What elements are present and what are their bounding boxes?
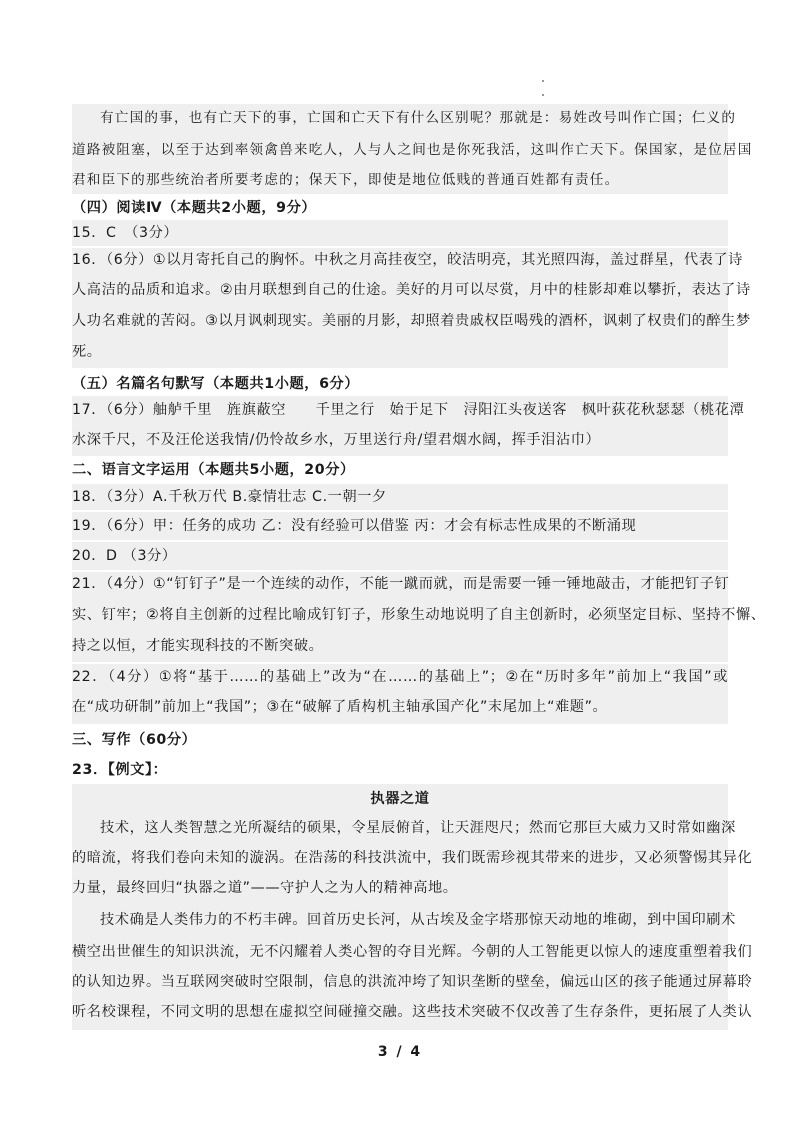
- section-iv-heading-block: [72, 196, 728, 220]
- essay-label-block: [72, 758, 728, 782]
- model-essay: [72, 784, 753, 1030]
- section-v-heading-block: [72, 372, 728, 396]
- answer-line: 人功名难就的苦闷。③以月讽刺现实。美丽的月影，却照着贵戚权臣喝残的酒杯，讽刺了权贵们的醉生梦: [72, 313, 751, 329]
- scan-dot: [542, 94, 544, 96]
- essay-line: 技术，这人类智慧之光所凝结的硕果，令星辰俯首，让天涯咫尺；然而它那巨大威力又时常如幽深: [100, 820, 736, 836]
- answer-text: 15．C （3分）: [72, 225, 179, 241]
- essay-line: 技术确是人类伟力的不朽丰碑。回首历史长河，从古埃及金字塔那惊天动地的堆砌，到中国印刷术: [100, 912, 736, 928]
- answer-line: 死。: [72, 344, 102, 360]
- answer-line: 17．（6分）舳舻千里 旌旗蔽空 千里之行 始于足下 浔阳江头夜送客 枫叶荻花秋瑟瑟（桃花潭: [72, 402, 745, 418]
- part-two-heading-block: [72, 458, 728, 482]
- essay-label: 23．【例文】：: [72, 762, 168, 778]
- answer-18: [72, 484, 728, 510]
- answer-15: [72, 220, 728, 246]
- part-heading: 二、语言文字运用（本题共5小题，20分）: [72, 462, 355, 478]
- answer-line: 21．（4分）①“钉钉子”是一个连续的动作，不能一蹴而就，而是需要一锤一锤地敲击，才能把钉子钉: [72, 576, 730, 592]
- translation-line: 君和臣下的那些统治者所要考虑的；保天下，即使是地位低贱的普通百姓都有责任。: [72, 172, 620, 188]
- essay-title: 执器之道: [370, 791, 430, 807]
- answer-text: 19．（6分）甲：任务的成功 乙：没有经验可以借鉴 丙：才会有标志性成果的不断涌现: [72, 518, 637, 534]
- answer-line: 16．（6分）①以月寄托自己的胸怀。中秋之月高挂夜空，皎洁明亮，其光照四海，盖过群星，代表了诗: [72, 252, 743, 268]
- answer-21: [72, 572, 766, 662]
- essay-line: 的暗流，将我们卷向未知的漩涡。在浩荡的科技洪流中，我们既需珍视其带来的进步，又必须警惕其异化: [72, 850, 753, 866]
- answer-line: 水深千尺，不及汪伦送我情/仍怜故乡水，万里送行舟/望君烟水阔，挥手泪沾巾）: [72, 432, 601, 448]
- answer-20: [72, 542, 728, 570]
- essay-line: 的认知边界。当互联网突破时空限制，信息的洪流冲垮了知识垄断的壁垒，偏远山区的孩子能通过屏幕聆: [72, 974, 753, 990]
- answer-line: 22．（4分）①将“基于……的基础上”改为“在……的基础上”；②在“历时多年”前加上“我国”或: [72, 669, 728, 685]
- part-heading: 三、写作（60分）: [72, 732, 197, 748]
- essay-line: 力量，最终回归“执器之道”——守护人之为人的精神高地。: [72, 880, 458, 896]
- answer-16: [72, 248, 751, 368]
- section-heading: （四）阅读Ⅳ（本题共2小题，9分）: [72, 200, 317, 216]
- page-number: 3 / 4: [377, 1044, 423, 1060]
- answer-line: 在“成功研制”前加上“我国”；③在“破解了盾构机主轴承国产化”末尾加上“难题”。: [72, 699, 608, 715]
- translation-line: 道路被阻塞，以至于达到率领禽兽来吃人，人与人之间也是你死我活，这叫作亡天下。保国家，是位居国: [72, 142, 753, 158]
- answer-17: [72, 396, 745, 456]
- essay-line: 横空出世催生的知识洪流，无不闪耀着人类心智的夺目光辉。今朝的人工智能更以惊人的速度重塑着我们: [72, 944, 753, 960]
- translation-line: 有亡国的事，也有亡天下的事，亡国和亡天下有什么区别呢？那就是：易姓改号叫作亡国；仁义的: [100, 110, 737, 126]
- answer-line: 持之以恒，才能实现科技的不断突破。: [72, 638, 324, 654]
- part-three-heading-block: [72, 728, 728, 752]
- answer-line: 实、钉牢；②将自主创新的过程比喻成钉钉子，形象生动地说明了自主创新时，必须坚定目标、坚持不懈、: [72, 607, 766, 623]
- scan-dot: [542, 80, 544, 82]
- essay-line: 听名校课程，不同文明的思想在虚拟空间碰撞交融。这些技术突破不仅改善了生存条件，更拓展了人类认: [72, 1004, 753, 1020]
- answer-line: 人高洁的品质和追求。②由月联想到自己的仕途。美好的月可以尽赏，月中的桂影却难以攀折，表达了诗: [72, 282, 751, 298]
- answer-19: [72, 512, 728, 540]
- answer-text: 20．D （3分）: [72, 548, 177, 564]
- answer-text: 18．（3分）A.千秋万代 B.豪情壮志 C.一朝一夕: [72, 489, 387, 505]
- translation-passage: [72, 104, 753, 194]
- section-heading: （五）名篇名句默写（本题共1小题，6分）: [72, 376, 360, 392]
- answer-22: [72, 664, 728, 724]
